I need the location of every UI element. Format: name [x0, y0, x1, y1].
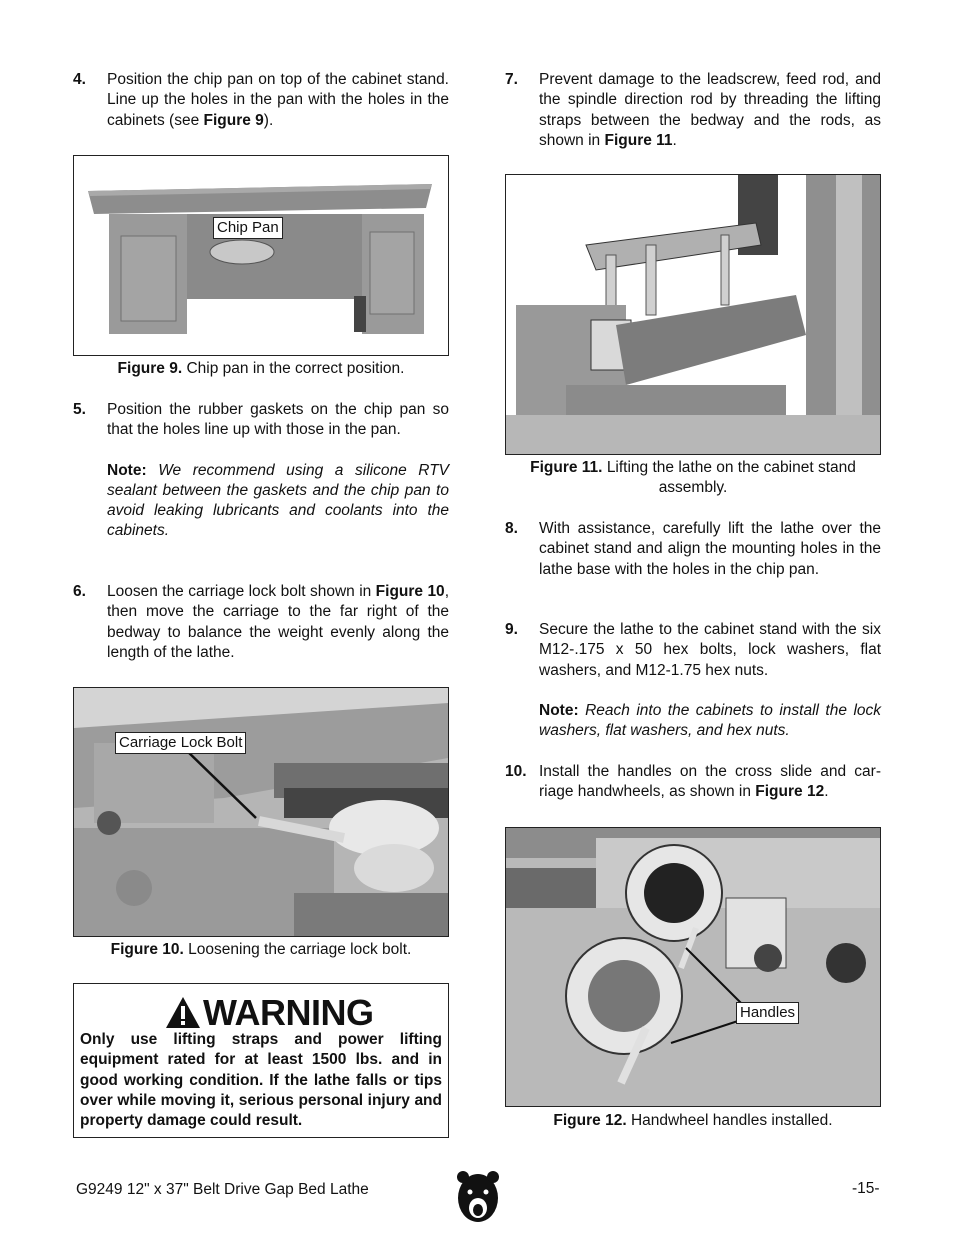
step-8: 8. With assistance, carefully lift the lathe over the cabinet stand and align the mounting holes in the lathe base with the holes in the chip pan. [505, 520, 881, 578]
figure-12-image [505, 827, 881, 1107]
step-4: 4. Position the chip pan on top of the cabinet stand. Line up the holes in the pan with the holes in the cabinets (see Figure 9). [73, 71, 449, 129]
step-number: 9. [505, 621, 518, 638]
step-6: 6. Loosen the carriage lock bolt shown in Figure 10, then move the carriage to the far right of the bedway to balance the weight evenly along the length of the lathe. [73, 583, 449, 661]
step-9: 9. Secure the lathe to the cabinet stand with the six M12-.175 x 50 hex bolts, lock washers, flat washers, and M12-1.75 hex nuts. Note: Reach into the cabinets to install the lock washers, flat washers, and hex nuts. [505, 620, 881, 741]
figure-12-caption: Figure 12. Handwheel handles installed. [553, 1112, 833, 1129]
step-10: 10. Install the handles on the cross slide and car-riage handwheels, as shown in Figure 12. [505, 763, 881, 801]
chip-pan-callout: Chip Pan [213, 217, 283, 239]
figure-11-caption: Figure 11. Lifting the lathe on the cabinet stand assembly. [530, 459, 856, 496]
warning-triangle-icon [165, 996, 201, 1029]
carriage-lock-bolt-callout: Carriage Lock Bolt [115, 732, 246, 754]
step-5-note: Note: We recommend using a silicone RTV sealant between the gaskets and the chip pan to avoid leaking lubricants and coolants into the cabinets. [107, 461, 449, 540]
warning-box [73, 983, 449, 1138]
figure-9-image [73, 155, 449, 356]
step-number: 6. [73, 583, 86, 600]
figure-9-caption: Figure 9. Chip pan in the correct position. [117, 360, 405, 377]
bear-logo-icon [455, 1168, 501, 1226]
handles-callout: Handles [736, 1002, 799, 1024]
step-number: 8. [505, 520, 518, 537]
step-7: 7. Prevent damage to the leadscrew, feed rod, and the spindle direction rod by threading the lifting straps between the bedway and the rods, as shown in Figure 11. [505, 71, 881, 149]
page-number: -15- [852, 1180, 880, 1197]
step-number: 5. [73, 401, 86, 418]
step-5: 5. Position the rubber gaskets on the chip pan so that the holes line up with those in the pan. Note: We recommend using a silicone RTV sealant between the gaskets and the chip pan to avoid leaking lubricants and coolants into the cabinets. [73, 400, 449, 542]
figure-10-image [73, 687, 449, 937]
step-number: 7. [505, 71, 518, 88]
step-number: 10. [505, 763, 527, 780]
warning-title: WARNING [203, 992, 374, 1033]
figure-10-caption: Figure 10. Loosening the carriage lock bolt. [110, 941, 412, 958]
step-9-note: Note: Reach into the cabinets to install the lock washers, flat washers, and hex nuts. [539, 701, 882, 740]
warning-text: Only use lifting straps and power lifting equipment rated for at least 1500 lbs. and in good working condition. If the lathe falls or tips over while moving it, serious personal injury and property damage could result. [80, 1031, 442, 1130]
figure-11-image [505, 174, 881, 455]
step-number: 4. [73, 71, 86, 88]
footer-manual-title: G9249 12" x 37" Belt Drive Gap Bed Lathe [76, 1181, 369, 1198]
